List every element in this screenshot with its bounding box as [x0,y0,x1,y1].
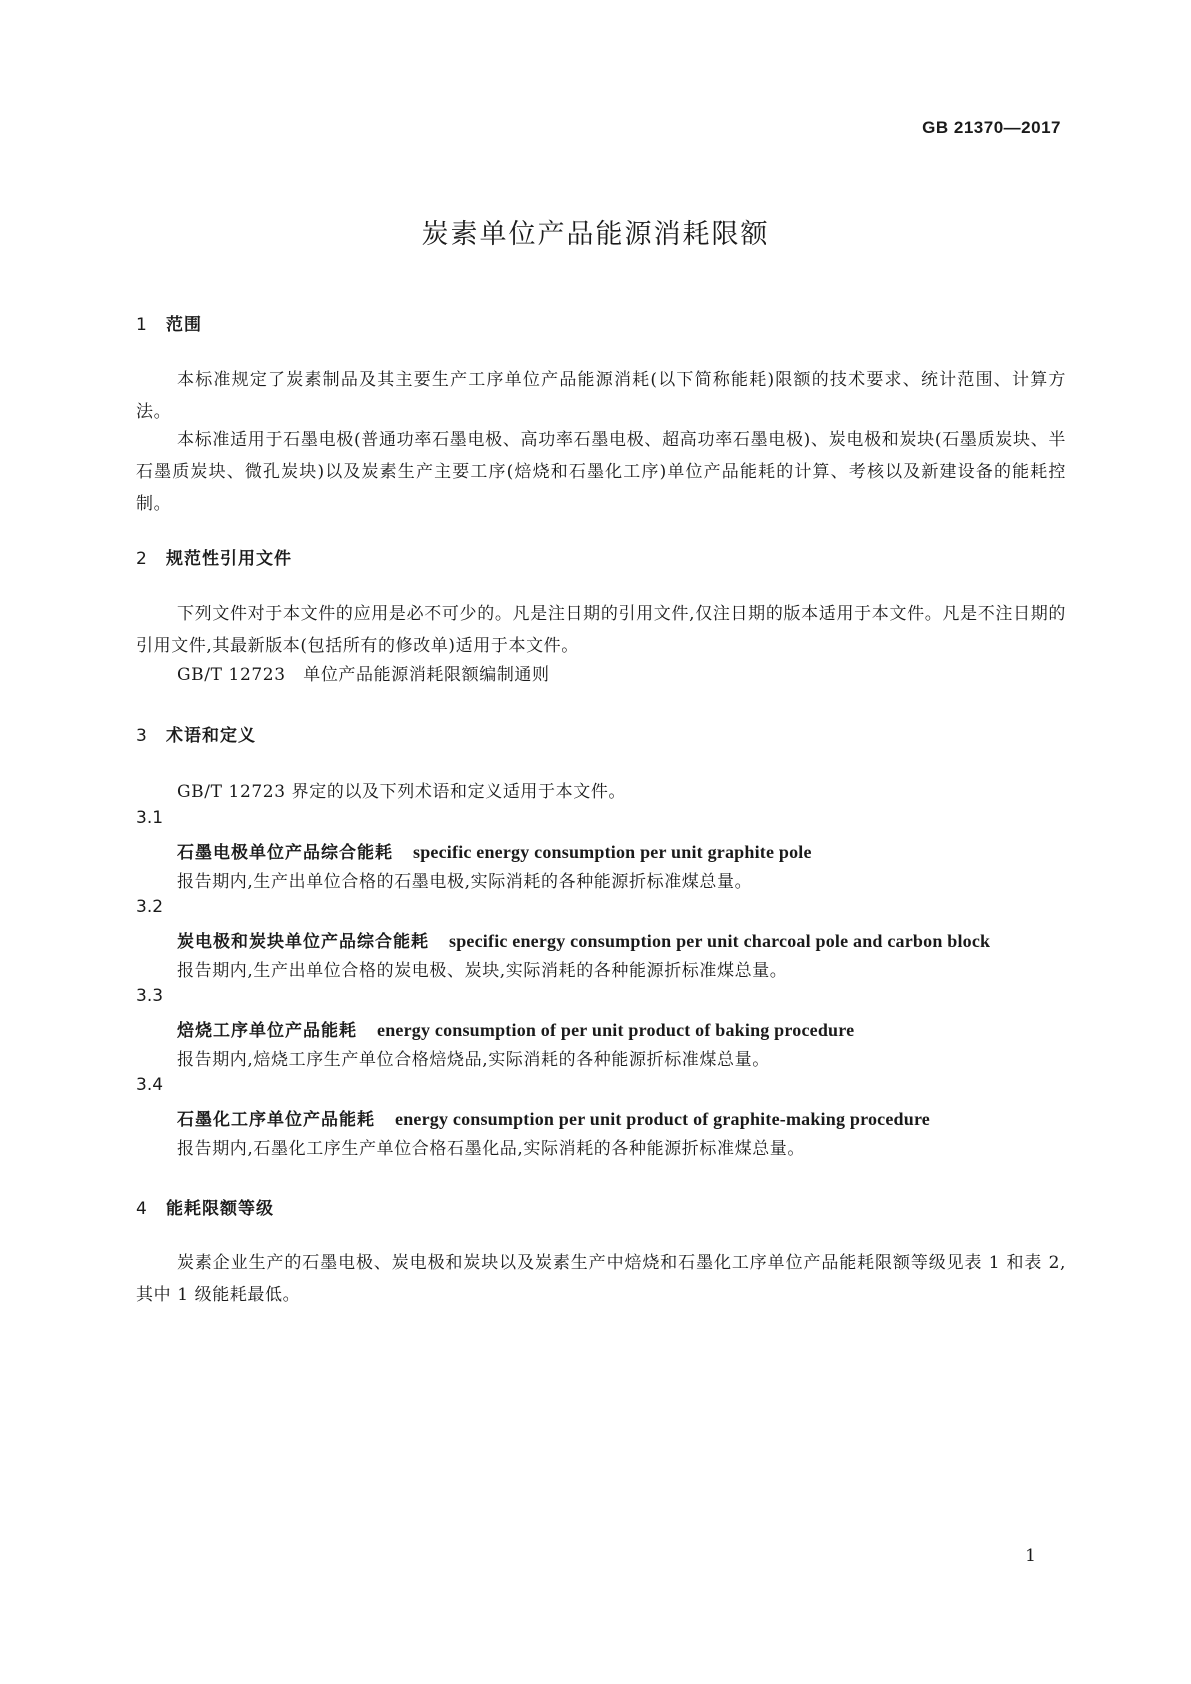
section-4-paragraph-1: 炭素企业生产的石墨电极、炭电极和炭块以及炭素生产中焙烧和石墨化工序单位产品能耗限额等级见表 1 和表 2,其中 1 级能耗最低。 [136,1253,1066,1305]
section-1-heading [136,310,202,335]
section-title: 规范性引用文件 [166,549,292,569]
term-number: 3.2 [136,897,164,917]
term-zh: 炭电极和炭块单位产品综合能耗 [177,932,429,952]
term-zh: 焙烧工序单位产品能耗 [177,1021,357,1041]
section-3-heading [136,721,256,746]
term-definition: 报告期内,生产出单位合格的炭电极、炭块,实际消耗的各种能源折标准煤总量。 [177,961,788,981]
page-number: 1 [1025,1546,1036,1566]
section-number: 2 [136,549,148,569]
standard-number: GB 21370—2017 [922,118,1061,137]
section-title: 术语和定义 [166,726,256,746]
term-definition: 报告期内,焙烧工序生产单位合格焙烧品,实际消耗的各种能源折标准煤总量。 [177,1050,770,1070]
term-en: specific energy consumption per unit graphite pole [413,842,812,862]
term-en: specific energy consumption per unit charcoal pole and carbon block [449,931,991,951]
term-definition: 报告期内,石墨化工序生产单位合格石墨化品,实际消耗的各种能源折标准煤总量。 [177,1139,806,1159]
section-number: 1 [136,315,148,335]
term-heading [177,927,990,952]
section-number: 3 [136,726,148,746]
term-en: energy consumption per unit product of graphite-making procedure [395,1109,930,1129]
section-number: 4 [136,1199,148,1219]
section-title: 能耗限额等级 [166,1199,274,1219]
section-2-paragraph-1: 下列文件对于本文件的应用是必不可少的。凡是注日期的引用文件,仅注日期的版本适用于本文件。凡是不注日期的引用文件,其最新版本(包括所有的修改单)适用于本文件。 [136,604,1066,656]
term-zh: 石墨电极单位产品综合能耗 [177,843,393,863]
term-number: 3.1 [136,808,164,828]
section-4-heading [136,1194,274,1219]
term-heading [177,838,812,863]
section-title: 范围 [166,315,202,335]
section-2-heading [136,544,292,569]
section-1-paragraph-2: 本标准适用于石墨电极(普通功率石墨电极、高功率石墨电极、超高功率石墨电极)、炭电极和炭块(石墨质炭块、半石墨质炭块、微孔炭块)以及炭素生产主要工序(焙烧和石墨化工序)单位产品能耗的计算、考核以及新建设备的能耗控制。 [136,430,1066,514]
document-title: 炭素单位产品能源消耗限额 [421,219,770,250]
term-heading [177,1016,854,1041]
term-en: energy consumption of per unit product of baking procedure [377,1020,855,1040]
normative-reference: GB/T 12723 单位产品能源消耗限额编制通则 [177,665,550,685]
term-zh: 石墨化工序单位产品能耗 [177,1110,375,1130]
term-number: 3.4 [136,1075,164,1095]
term-definition: 报告期内,生产出单位合格的石墨电极,实际消耗的各种能源折标准煤总量。 [177,872,753,892]
section-3-intro: GB/T 12723 界定的以及下列术语和定义适用于本文件。 [177,782,627,802]
term-number: 3.3 [136,986,164,1006]
section-1-paragraph-1: 本标准规定了炭素制品及其主要生产工序单位产品能源消耗(以下简称能耗)限额的技术要求、统计范围、计算方法。 [136,370,1066,422]
term-heading [177,1105,930,1130]
